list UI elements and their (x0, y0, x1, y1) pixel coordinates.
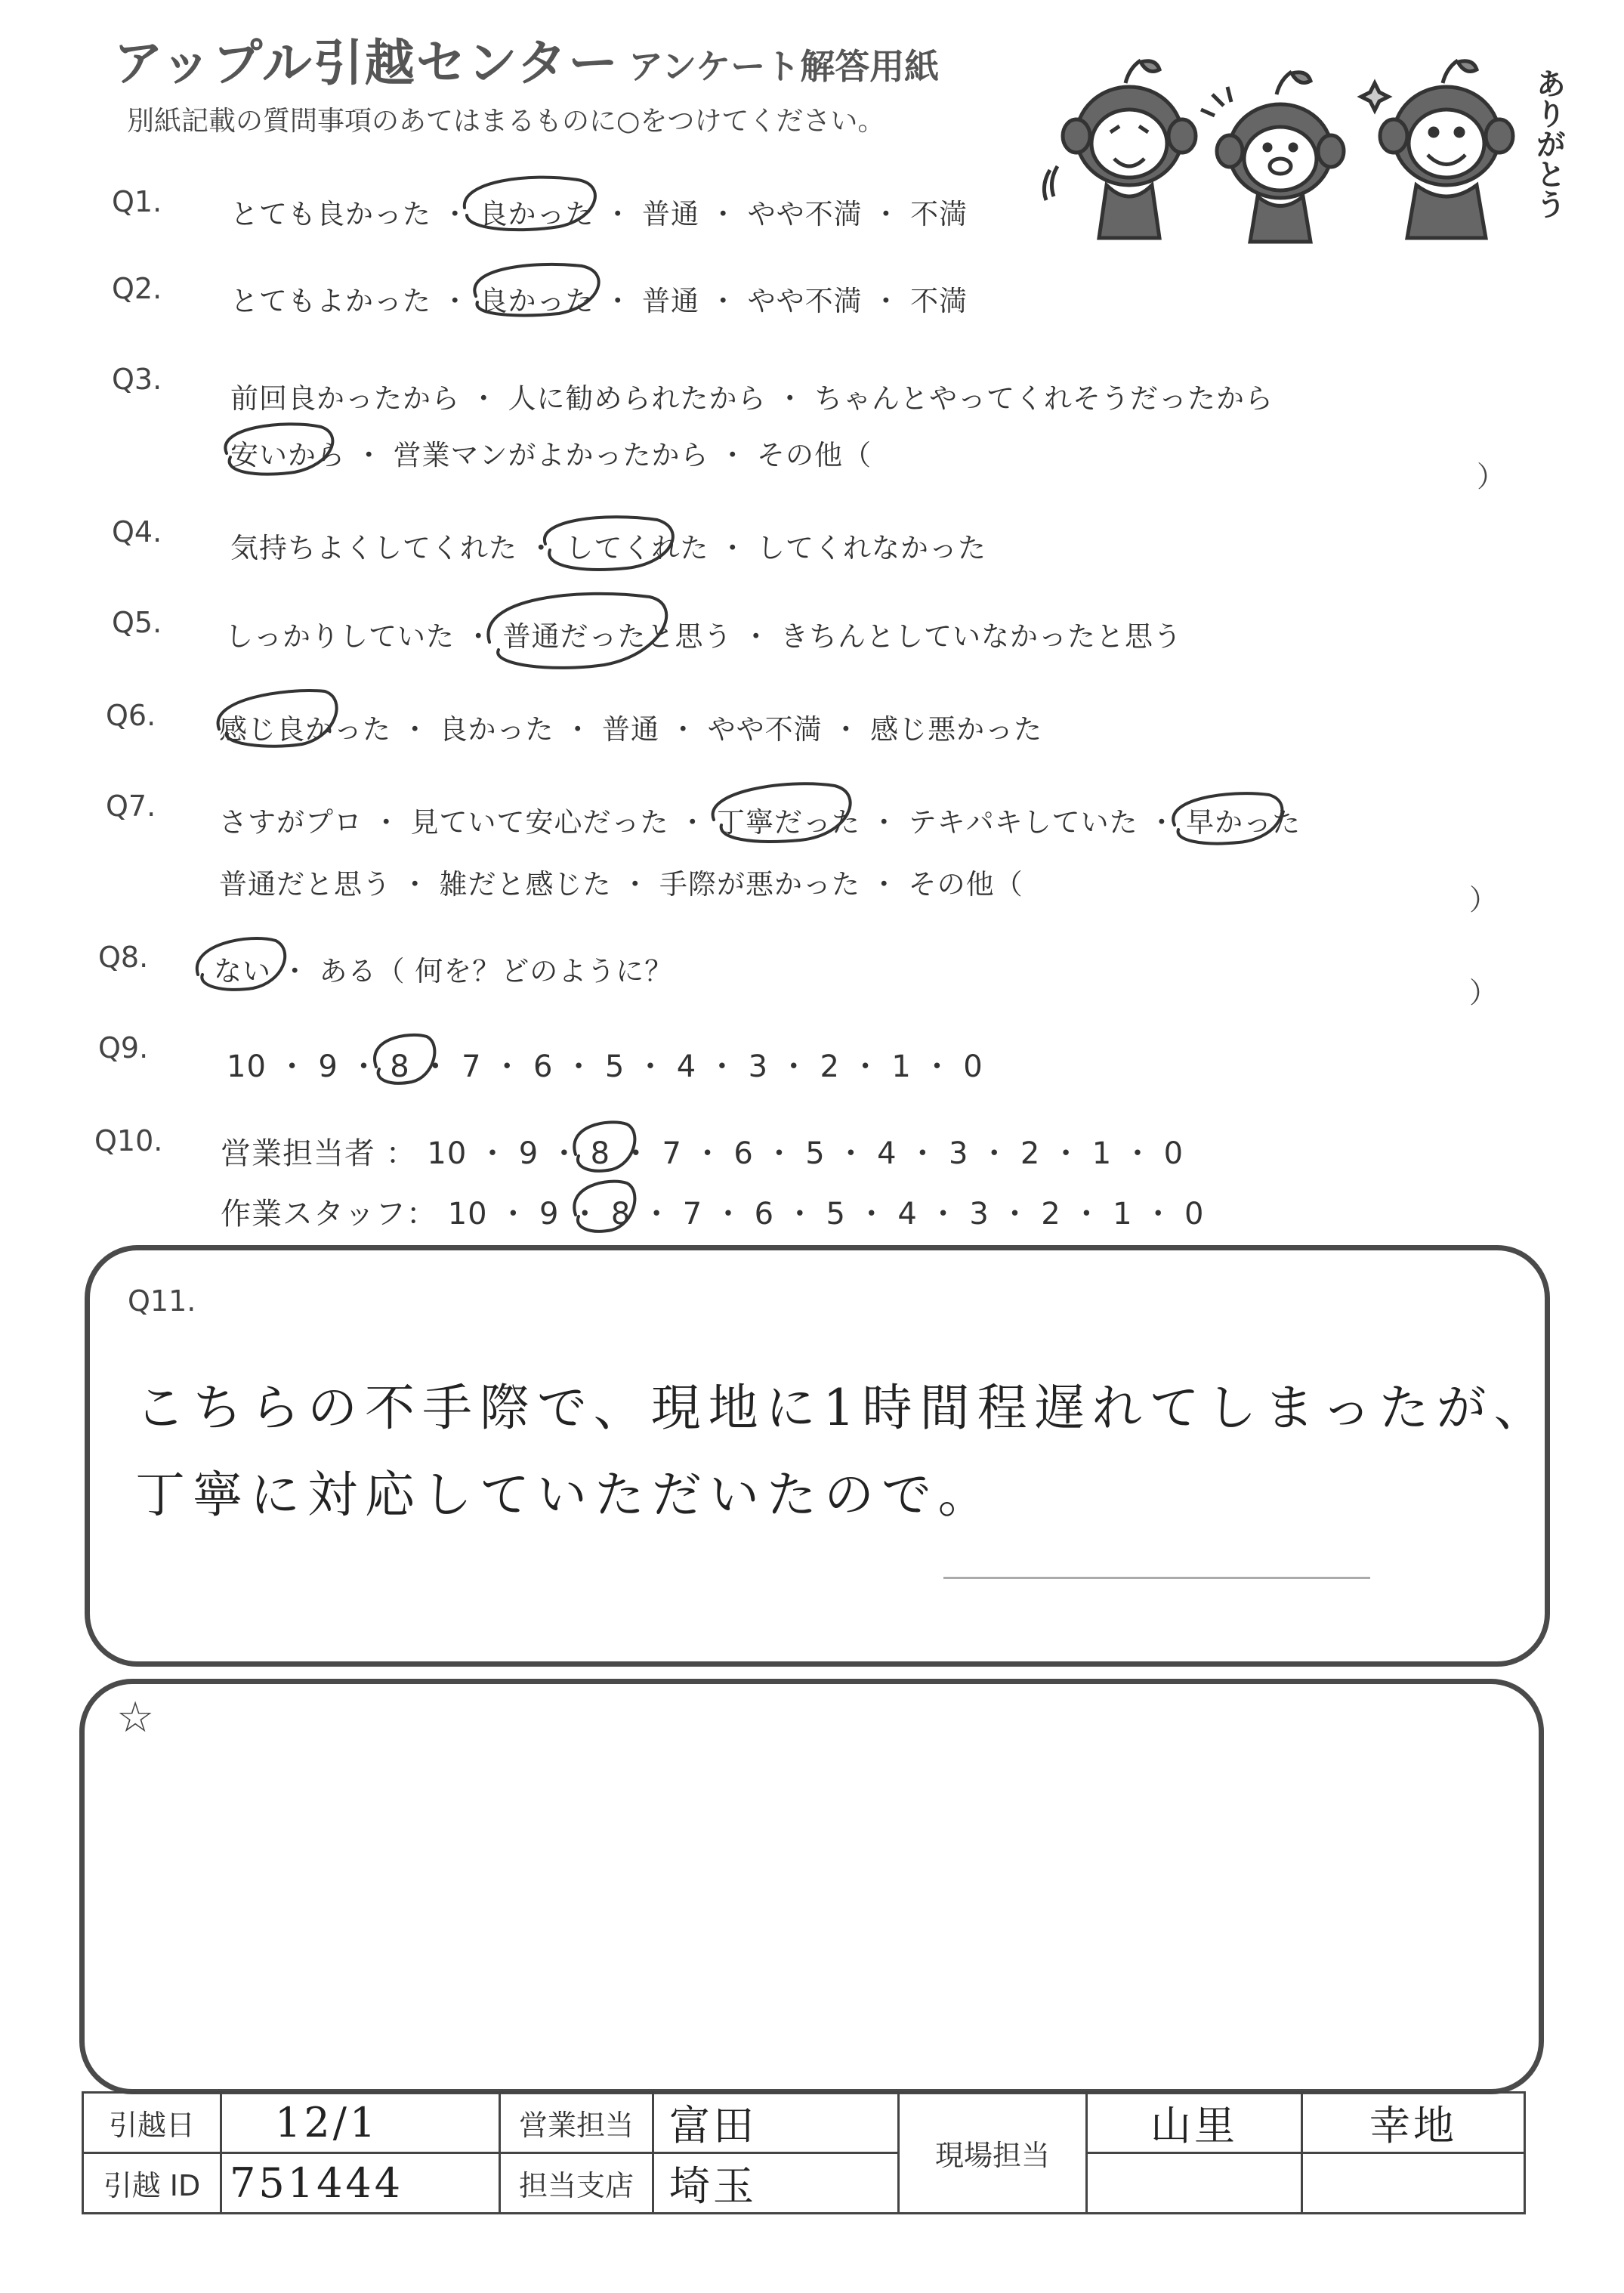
field-staff-blank-1[interactable] (1087, 2153, 1302, 2214)
q11-answer-box[interactable] (85, 1245, 1550, 1667)
question-options[interactable]: 気持ちよくしてくれた ・ してくれた ・ してくれなかった (230, 532, 987, 564)
page-title: アップル引越センター (113, 34, 620, 92)
question-options[interactable]: とてもよかった ・ 良かった ・ 普通 ・ やや不満 ・ 不満 (230, 285, 968, 317)
page-subtitle: アンケート解答用紙 (628, 46, 940, 87)
question-number: Q5. (112, 606, 162, 639)
move-date-value[interactable] (221, 2093, 500, 2153)
field-staff-label: 現場担当 (899, 2093, 1087, 2214)
branch-label: 担当支店 (500, 2153, 653, 2214)
move-id-value[interactable] (221, 2153, 500, 2214)
question-number: Q7. (106, 790, 156, 823)
question-number: Q9. (98, 1031, 149, 1065)
close-paren: ） (1469, 976, 1499, 1009)
branch-name: 埼玉 (669, 2162, 757, 2210)
monkey-mascot-middle (1201, 72, 1344, 242)
sales-name: 富田 (669, 2102, 757, 2149)
field-staff-1-cell[interactable] (1087, 2093, 1302, 2153)
field-staff-2: 幸地 (1369, 2102, 1457, 2149)
mascot-caption: ありがとう (1531, 68, 1566, 219)
field-staff-2-cell[interactable] (1302, 2093, 1525, 2153)
question-scale-staff[interactable]: 作業スタッフ： 10 ・ 9 ・ 8 ・ 7 ・ 6 ・ 5 ・ 4 ・ 3 ・ 2 ・ 1 ・ 0 (221, 1197, 1205, 1231)
question-options-line2[interactable]: 普通だと思う ・ 雑だと感じた ・ 手際が悪かった ・ その他（ (219, 868, 1023, 901)
question-number: Q8. (98, 941, 149, 974)
sales-value[interactable] (653, 2093, 899, 2153)
question-number: Q10. (94, 1124, 163, 1157)
question-scale-sales[interactable]: 営業担当者 ： 10 ・ 9 ・ 8 ・ 7 ・ 6 ・ 5 ・ 4 ・ 3 ・ 2 ・ 1 ・ 0 (221, 1136, 1184, 1171)
instructions: 別紙記載の質問事項のあてはまるものに○をつけてください。 (127, 106, 885, 137)
question-number: Q3. (112, 363, 162, 396)
close-paren: ） (1469, 883, 1499, 916)
question-options-line1[interactable]: 前回良かったから ・ 人に勧められたから ・ ちゃんとやってくれそうだったから (230, 382, 1274, 415)
close-paren: ） (1477, 460, 1506, 493)
writing-line (943, 1577, 1370, 1579)
question-number: Q2. (112, 272, 162, 305)
move-id-label: 引越 ID (83, 2153, 221, 2214)
question-options[interactable]: しっかりしていた ・ 普通だったと思う ・ きちんとしていなかったと思う (225, 620, 1183, 653)
question-number: Q6. (106, 699, 156, 732)
field-staff-blank-2[interactable] (1302, 2153, 1525, 2214)
branch-value[interactable] (653, 2153, 899, 2214)
q11-answer-line1: こちらの不手際で、現地に1時間程遅れてしまったが、 (135, 1379, 1551, 1437)
star-icon: ☆ (116, 1693, 155, 1742)
question-options[interactable]: 感じ良かった ・ 良かった ・ 普通 ・ やや不満 ・ 感じ悪かった (219, 713, 1043, 746)
question-options-line2[interactable]: 安いから ・ 営業マンがよかったから ・ その他（ (230, 439, 872, 471)
move-id-text: 751444 (230, 2159, 404, 2207)
move-date-text: 12/1 (275, 2099, 379, 2146)
q11-label: Q11. (128, 1284, 196, 1318)
question-options[interactable]: とても良かった ・ 良かった ・ 普通 ・ やや不満 ・ 不満 (230, 198, 968, 230)
sales-label: 営業担当 (500, 2093, 653, 2153)
monkey-mascot-right (1380, 60, 1513, 238)
question-number: Q1. (112, 185, 162, 218)
question-number: Q4. (112, 515, 162, 549)
q11-answer-line2: 丁寧に対応していただいたので。 (135, 1466, 996, 1524)
question-scale[interactable]: 10 ・ 9 ・ 8 ・ 7 ・ 6 ・ 5 ・ 4 ・ 3 ・ 2 ・ 1 ・ 0 (227, 1049, 983, 1084)
monkey-mascot-left (1044, 60, 1196, 238)
field-staff-1: 山里 (1150, 2102, 1238, 2149)
monkey-mascots-illustration (1035, 53, 1548, 249)
star-comment-box[interactable] (79, 1679, 1544, 2094)
footer-info-table (82, 2091, 1526, 2214)
move-date-label: 引越日 (83, 2093, 221, 2153)
question-options-line1[interactable]: さすがプロ ・ 見ていて安心だった ・ 丁寧だった ・ テキパキしていた ・ 早かった (219, 806, 1301, 839)
question-options[interactable]: ない ・ ある（ 何を？どのように？ (214, 955, 674, 987)
